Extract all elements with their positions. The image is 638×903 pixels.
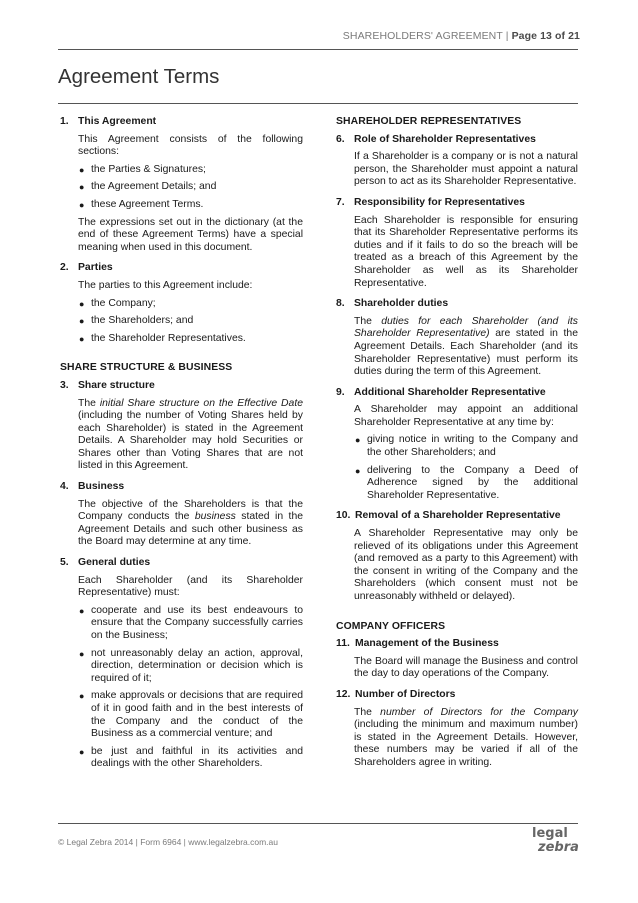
bullet-icon: ● <box>79 691 85 702</box>
list-item-text: the Company; <box>91 297 156 309</box>
bullet-list <box>78 298 303 346</box>
paragraph: If a Shareholder is a company or is not a natural person, the Shareholder must appoint a natural person to act as its Shareholder Representative. <box>354 151 578 188</box>
paragraph: This Agreement consists of the following sections: <box>78 133 303 158</box>
list-item <box>78 298 303 311</box>
clause-heading <box>60 262 303 275</box>
text-run: (including the number of Voting Shares held by each Shareholder) is stated in the Agreement Details. A Shareholder may hold Securities or Shares other than Voting Shares that are not listed in this Agreement. <box>78 410 303 472</box>
clause-number: 5. <box>60 557 69 569</box>
list-item <box>78 315 303 328</box>
text-run: (including the minimum and maximum number) is stated in the Agreement Details. However, these numbers may be varied if all of the Shareholders agree in writing. <box>354 719 578 768</box>
clause-heading <box>336 387 578 400</box>
clause-title: This Agreement <box>78 116 157 127</box>
footer-rule <box>58 823 578 824</box>
clause-heading <box>60 557 303 570</box>
clause-title: Additional Shareholder Representative <box>354 386 546 398</box>
list-item-text: these Agreement Terms. <box>91 198 204 210</box>
bullet-icon: ● <box>79 648 85 659</box>
paragraph: The parties to this Agreement include: <box>78 279 253 291</box>
clause-title: Responsibility for Representatives <box>354 196 525 208</box>
clause-6 <box>336 134 578 189</box>
clause-9 <box>336 387 578 503</box>
bullet-icon: ● <box>79 182 85 193</box>
paragraph: Each Shareholder is responsible for ensuring that its Shareholder Representative performs its duties and if it fails to do so the breach will be treated as a breach of this Agreement by the Shareholder as well as its Shareholder Representative. <box>354 214 578 289</box>
list-item <box>354 434 578 459</box>
clause-number: 10. <box>336 510 351 522</box>
header-separator: | <box>505 30 509 42</box>
clause-title: Management of the Business <box>355 638 499 650</box>
paragraph <box>78 499 303 549</box>
clause-number: 11. <box>336 638 350 650</box>
clause-heading <box>336 638 578 651</box>
bullet-icon: ● <box>79 333 85 344</box>
paragraph <box>354 707 578 770</box>
paragraph: A Shareholder Representative may only be relieved of its obligations under this Agreement (and removed as a party to this Agreement) with the consent in writing of the Company and the Shareholders (which consent must not be unreasonably withheld or delayed). <box>354 528 578 602</box>
clause-heading <box>60 481 303 494</box>
clause-11 <box>336 638 578 681</box>
bullet-icon: ● <box>79 199 85 210</box>
text-run: The objective of the Shareholders is that the Company conducts the <box>78 498 303 523</box>
list-item <box>78 605 303 643</box>
page-title: Agreement Terms <box>58 65 220 88</box>
list-item-text: the Shareholders; and <box>91 315 194 327</box>
clause-heading <box>336 134 578 147</box>
bullet-icon: ● <box>79 605 85 616</box>
clause-heading <box>60 380 303 393</box>
clause-title: Business <box>78 481 125 493</box>
section-heading: COMPANY OFFICERS <box>336 620 446 632</box>
logo-text: legal <box>532 826 568 841</box>
list-item-text: not unreasonably delay an action, approval, direction, determination or decision which is required of it; <box>91 647 303 684</box>
list-item-text: giving notice in writing to the Company and the other Shareholders; and <box>367 434 578 459</box>
section-heading: SHAREHOLDER REPRESENTATIVES <box>336 116 522 127</box>
defined-term: number of Directors for the Company <box>380 706 578 718</box>
clause-2 <box>60 262 303 345</box>
clause-title: Shareholder duties <box>354 298 449 310</box>
clause-number: 8. <box>336 298 345 310</box>
paragraph: A Shareholder may appoint an additional Shareholder Representative at any time by: <box>354 404 578 428</box>
clause-12 <box>336 689 578 770</box>
left-column <box>60 116 303 779</box>
list-item-text: delivering to the Company a Deed of Adherence signed by the additional Shareholder Representative. <box>367 464 578 501</box>
clause-heading <box>60 116 303 129</box>
bullet-list <box>78 164 303 212</box>
clause-title: Share structure <box>78 379 155 391</box>
clause-number: 1. <box>60 116 69 127</box>
legal-zebra-logo <box>532 826 579 863</box>
paragraph: The Board will manage the Business and control the day to day operations of the Company. <box>354 655 578 680</box>
header-rule <box>58 49 578 50</box>
bullet-list <box>354 434 578 502</box>
clause-heading <box>336 689 578 702</box>
bullet-list <box>78 605 303 771</box>
clause-7 <box>336 197 578 290</box>
clause-title: General duties <box>78 557 151 569</box>
text-run: The <box>354 706 381 718</box>
list-item-text: the Parties & Signatures; <box>91 163 206 175</box>
clause-title: Number of Directors <box>355 688 456 700</box>
paragraph: The expressions set out in the dictionary (at the end of these Agreement Terms) have a special meaning when used in this document. <box>78 216 303 253</box>
list-item <box>78 164 303 177</box>
bullet-icon: ● <box>79 316 85 327</box>
text-run: The <box>354 315 382 327</box>
clause-number: 6. <box>336 133 345 145</box>
clause-5 <box>60 557 303 771</box>
clause-heading <box>336 197 578 210</box>
clause-8 <box>336 298 578 379</box>
list-item <box>78 333 303 346</box>
defined-term: business <box>194 511 236 523</box>
bullet-icon: ● <box>355 435 361 446</box>
list-item-text: the Shareholder Representatives. <box>91 332 246 344</box>
logo-text: zebra <box>538 840 579 855</box>
clause-title: Role of Shareholder Representatives <box>354 133 536 145</box>
defined-term: initial Share structure on the Effective Date <box>99 397 303 409</box>
paragraph: Each Shareholder (and its Shareholder Representative) must: <box>78 574 303 599</box>
paragraph <box>78 398 303 474</box>
text-run: stated in the Agreement Details and such other business as the Board may determine at any time. <box>78 511 303 548</box>
defined-term: duties for each Shareholder (and its Shareholder Representative) <box>354 315 578 340</box>
bullet-icon: ● <box>79 746 85 757</box>
clause-1 <box>60 116 303 254</box>
paragraph <box>354 316 578 379</box>
list-item <box>354 465 578 503</box>
bullet-icon: ● <box>355 465 361 476</box>
list-item-text: make approvals or decisions that are required of it in good faith and in the best interests of the Company and the conduct of the Business as a commercial venture; and <box>91 690 303 740</box>
list-item <box>78 181 303 194</box>
list-item <box>78 648 303 686</box>
list-item <box>78 690 303 740</box>
right-column <box>336 116 578 778</box>
clause-4 <box>60 481 303 549</box>
clause-number: 9. <box>336 386 345 398</box>
clause-title: Parties <box>78 262 113 274</box>
bullet-icon: ● <box>79 164 85 175</box>
footer-text: © Legal Zebra 2014 | Form 6964 | www.legalzebra.com.au <box>58 837 278 847</box>
text-run: The <box>78 397 100 409</box>
clause-number: 12. <box>336 688 351 700</box>
bullet-icon: ● <box>79 298 85 309</box>
clause-10 <box>336 510 578 603</box>
clause-heading <box>336 298 578 311</box>
clause-number: 4. <box>60 481 69 493</box>
header-page-number: Page 13 of 21 <box>511 30 580 42</box>
clause-title: Removal of a Shareholder Representative <box>355 510 561 522</box>
clause-number: 2. <box>60 262 69 274</box>
list-item-text: cooperate and use its best endeavours to ensure that the Company successfully carries on the Business; <box>91 604 303 641</box>
running-header <box>343 30 580 42</box>
clause-number: 3. <box>60 379 69 391</box>
list-item <box>78 199 303 212</box>
text-run: are stated in the Agreement Details. Each Shareholder (and its Shareholder Representative) must perform its duties during the term of this Agreement. <box>354 328 578 378</box>
title-rule <box>58 103 578 104</box>
clause-3 <box>60 380 303 473</box>
clause-heading <box>336 510 578 523</box>
list-item <box>78 746 303 771</box>
header-doc-title: SHAREHOLDERS' AGREEMENT <box>342 30 503 42</box>
list-item-text: be just and faithful in its activities and dealings with the other Shareholders. <box>91 745 303 770</box>
section-heading: SHARE STRUCTURE & BUSINESS <box>60 362 233 374</box>
list-item-text: the Agreement Details; and <box>91 181 217 193</box>
clause-number: 7. <box>336 196 345 208</box>
